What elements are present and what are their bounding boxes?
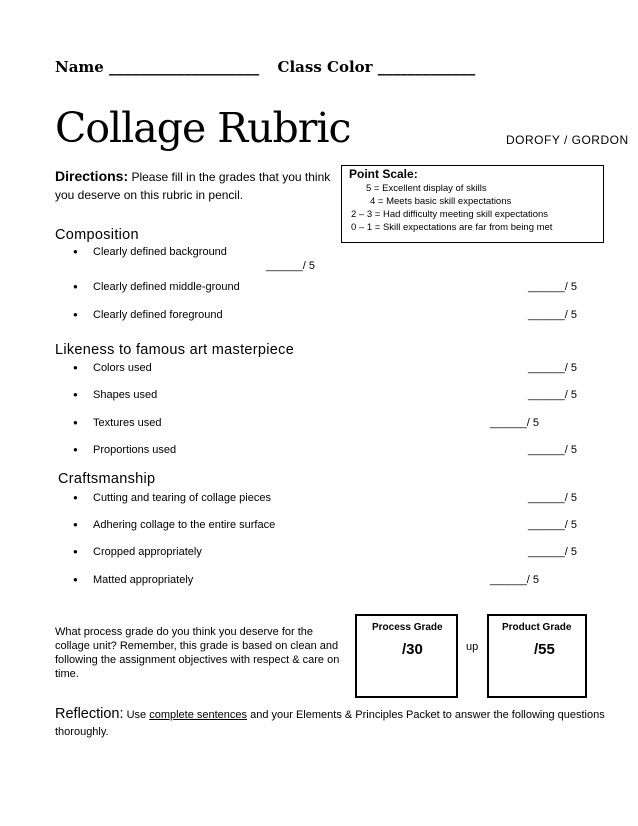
name-class-line xyxy=(55,58,475,76)
score-field[interactable]: ______/ 5 xyxy=(490,417,539,429)
rubric-item xyxy=(73,389,157,401)
directions xyxy=(55,167,340,204)
bullet-icon: ● xyxy=(73,390,78,399)
bullet-icon: ● xyxy=(73,520,78,529)
rubric-item xyxy=(73,519,275,531)
score-field[interactable]: ______/ 5 xyxy=(528,492,577,504)
score-field[interactable]: ______/ 5 xyxy=(528,546,577,558)
score-field[interactable]: ______/ 5 xyxy=(528,281,577,293)
score-field[interactable]: ______/ 5 xyxy=(528,444,577,456)
score-field[interactable]: ______/ 5 xyxy=(528,389,577,401)
directions-text: Please fill in the grades that you think you deserve on this rubric in pencil. xyxy=(55,170,331,202)
reflection-text-after: and your Elements & Principles Packet to answer the following questions thoroughly. xyxy=(55,709,605,738)
rubric-item xyxy=(73,309,223,321)
rubric-item-label: Textures used xyxy=(93,417,162,429)
score-field[interactable]: ______/ 5 xyxy=(528,309,577,321)
score-field[interactable]: ______/ 5 xyxy=(528,519,577,531)
directions-label: Directions: xyxy=(55,168,129,184)
process-grade-label: Process Grade xyxy=(372,622,443,633)
bullet-icon: ● xyxy=(73,282,78,291)
name-field-label[interactable]: Name ____________________ xyxy=(55,58,260,76)
point-scale-line: 0 – 1 = Skill expectations are far from being met xyxy=(351,222,553,233)
product-grade-label: Product Grade xyxy=(502,622,572,633)
rubric-item-label: Cutting and tearing of collage pieces xyxy=(93,492,271,504)
teacher-names: DOROFY / GORDON xyxy=(506,133,629,147)
section-title-composition: Composition xyxy=(55,227,139,243)
bullet-icon: ● xyxy=(73,493,78,502)
bullet-icon: ● xyxy=(73,310,78,319)
score-field[interactable]: ______/ 5 xyxy=(528,362,577,374)
rubric-item-label: Colors used xyxy=(93,362,152,374)
section-title-likeness: Likeness to famous art masterpiece xyxy=(55,342,295,358)
rubric-item-label: Clearly defined middle-ground xyxy=(93,281,240,293)
process-grade-value: /30 xyxy=(402,641,423,658)
rubric-item-label: Clearly defined background xyxy=(93,246,227,258)
grade-connector: up xyxy=(466,641,479,653)
bullet-icon: ● xyxy=(73,418,78,427)
class-color-field-label[interactable]: Class Color _____________ xyxy=(277,58,476,76)
rubric-item xyxy=(73,281,240,293)
rubric-item-label: Clearly defined foreground xyxy=(93,309,223,321)
point-scale-line: 4 = Meets basic skill expectations xyxy=(370,196,512,207)
bullet-icon: ● xyxy=(73,445,78,454)
point-scale-line: 2 – 3 = Had difficulty meeting skill expectations xyxy=(351,209,549,220)
rubric-item-label: Adhering collage to the entire surface xyxy=(93,519,276,531)
rubric-item-label: Proportions used xyxy=(93,444,177,456)
rubric-item-label: Shapes used xyxy=(93,389,158,401)
rubric-item xyxy=(73,574,193,586)
reflection-text-before: Use xyxy=(123,709,150,721)
point-scale-line: 5 = Excellent display of skills xyxy=(366,183,487,194)
rubric-item xyxy=(73,492,271,504)
rubric-item xyxy=(73,546,202,558)
point-scale-title: Point Scale: xyxy=(349,167,418,181)
reflection-label: Reflection: xyxy=(55,706,124,722)
reflection xyxy=(55,706,615,741)
rubric-item xyxy=(73,417,161,429)
rubric-item xyxy=(73,444,176,456)
product-grade-value: /55 xyxy=(534,641,555,658)
score-field[interactable]: ______/ 5 xyxy=(266,260,315,272)
process-grade-question: What process grade do you think you deserve for the collage unit? Remember, this grade is based on clean and following the assignment objectives with respect & care on time. xyxy=(55,626,340,680)
reflection-emphasis: complete sentences xyxy=(149,709,248,721)
section-title-craftsmanship: Craftsmanship xyxy=(58,471,156,487)
rubric-item-label: Cropped appropriately xyxy=(93,546,202,558)
bullet-icon: ● xyxy=(73,547,78,556)
page-title: Collage Rubric xyxy=(55,104,351,152)
bullet-icon: ● xyxy=(73,363,78,372)
bullet-icon: ● xyxy=(73,247,78,256)
rubric-item xyxy=(73,362,152,374)
rubric-item-label: Matted appropriately xyxy=(93,574,194,586)
bullet-icon: ● xyxy=(73,575,78,584)
score-field[interactable]: ______/ 5 xyxy=(490,574,539,586)
rubric-item xyxy=(73,246,227,258)
